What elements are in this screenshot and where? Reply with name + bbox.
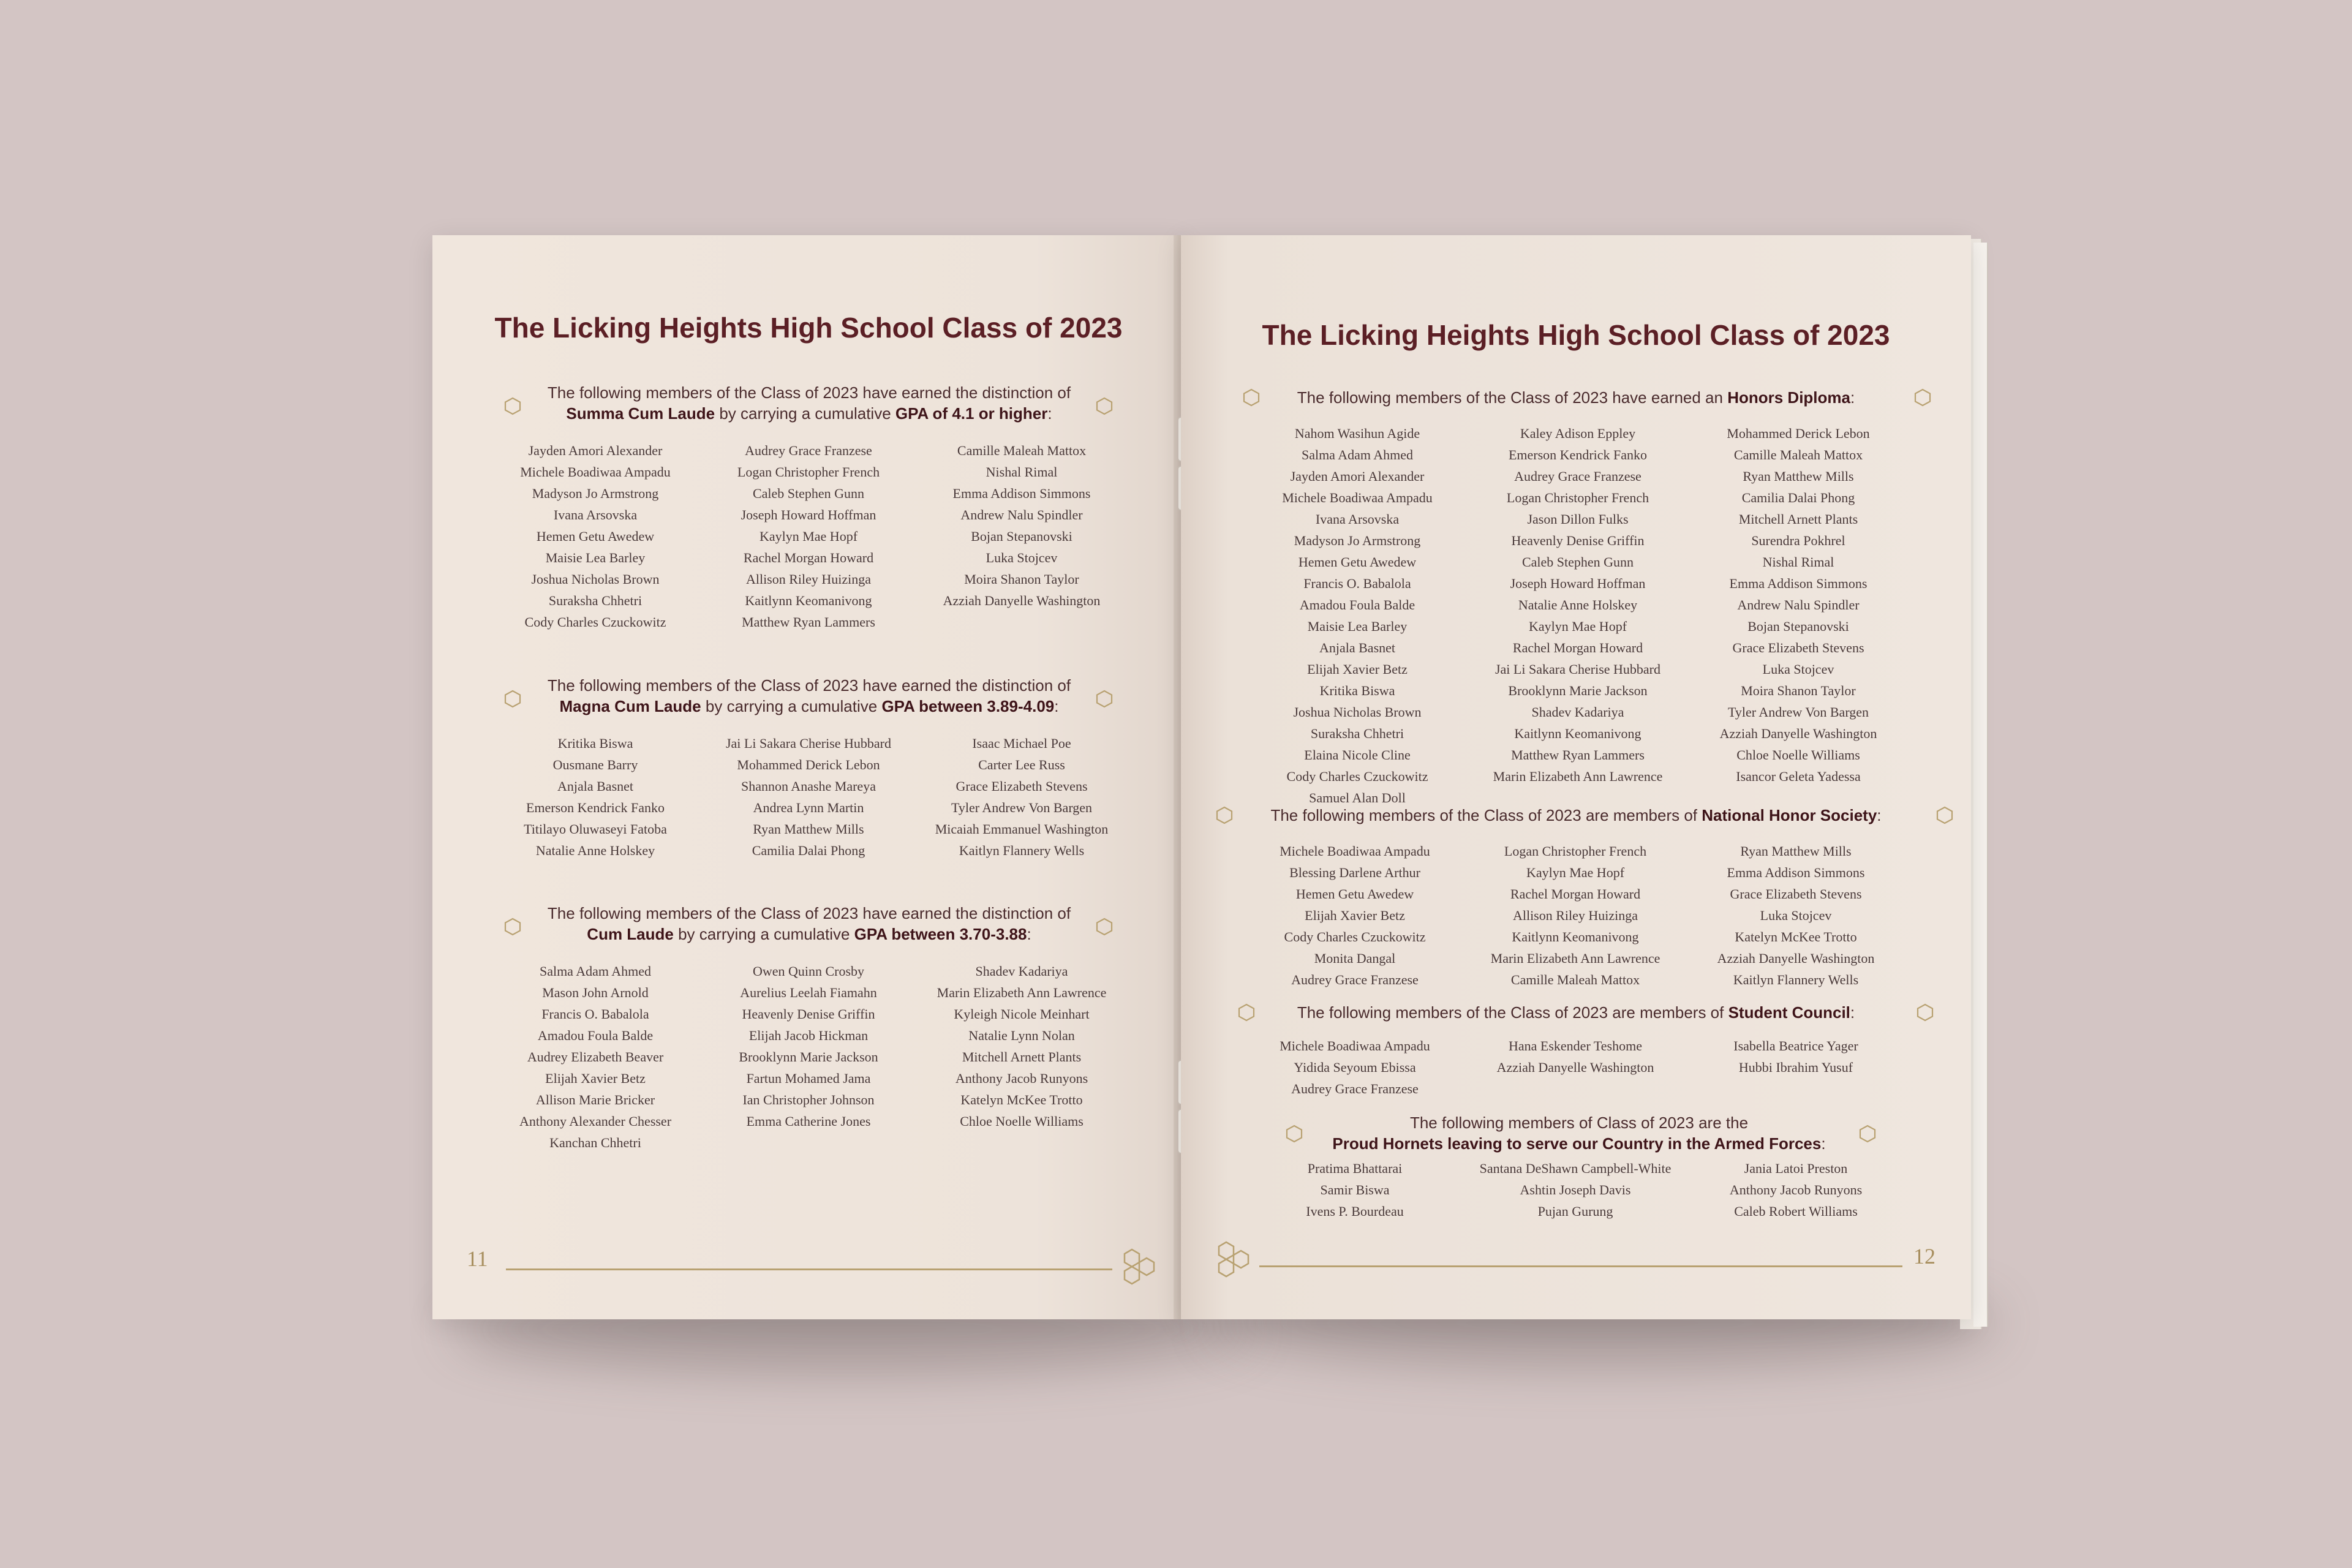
student-name: Hemen Getu Awedew bbox=[1298, 554, 1417, 570]
student-name: Kaitlyn Flannery Wells bbox=[959, 843, 1085, 858]
student-name: Hubbi Ibrahim Yusuf bbox=[1738, 1060, 1853, 1075]
hexagon-bullet-icon bbox=[1858, 1125, 1877, 1143]
distinction-label: Cum Laude bbox=[587, 925, 674, 943]
intro-text: The following members of Class of 2023 are the bbox=[1409, 1114, 1749, 1132]
student-name: Andrew Nalu Spindler bbox=[960, 507, 1083, 522]
student-name: Shannon Anashe Mareya bbox=[741, 778, 876, 794]
student-name: Camille Maleah Mattox bbox=[957, 443, 1087, 458]
student-name: Maisie Lea Barley bbox=[545, 550, 646, 565]
student-name: Camilia Dalai Phong bbox=[1741, 490, 1855, 505]
student-name: Brooklynn Marie Jackson bbox=[1508, 683, 1648, 698]
student-name: Katelyn McKee Trotto bbox=[960, 1092, 1083, 1107]
student-name: Micaiah Emmanuel Washington bbox=[935, 821, 1109, 837]
student-name: Cody Charles Czuckowitz bbox=[1284, 929, 1426, 944]
student-name: Anjala Basnet bbox=[1319, 640, 1396, 655]
student-name: Marin Elizabeth Ann Lawrence bbox=[1490, 951, 1660, 966]
student-name: Audrey Elizabeth Beaver bbox=[527, 1049, 664, 1065]
student-name: Anjala Basnet bbox=[557, 778, 634, 794]
student-name: Madyson Jo Armstrong bbox=[1294, 533, 1421, 548]
section-intro bbox=[1230, 1002, 1922, 1023]
student-name: Joseph Howard Hoffman bbox=[1510, 576, 1646, 591]
student-name: Michele Boadiwaa Ampadu bbox=[520, 464, 671, 480]
student-name: Natalie Anne Holskey bbox=[535, 843, 655, 858]
student-name: Isancor Geleta Yadessa bbox=[1736, 769, 1861, 784]
student-name: Nishal Rimal bbox=[986, 464, 1058, 480]
right-page bbox=[1181, 235, 1971, 1319]
intro-text: The following members of the Class of 2023 are members of bbox=[1297, 1003, 1728, 1022]
student-name: Andrew Nalu Spindler bbox=[1737, 597, 1860, 612]
student-name: Emma Addison Simmons bbox=[1729, 576, 1868, 591]
section-intro bbox=[1230, 387, 1922, 408]
student-name: Salma Adam Ahmed bbox=[539, 963, 652, 979]
name-column bbox=[489, 960, 702, 1153]
student-name: Azziah Danyelle Washington bbox=[943, 593, 1101, 608]
distinction-label: Proud Hornets leaving to serve our Country in the Armed Forces bbox=[1332, 1134, 1822, 1153]
hexagon-bullet-icon bbox=[1095, 918, 1114, 936]
student-name: Samuel Alan Doll bbox=[1309, 790, 1406, 805]
student-name: Camille Maleah Mattox bbox=[1510, 972, 1640, 987]
student-name: Natalie Lynn Nolan bbox=[968, 1028, 1075, 1043]
intro-text: : bbox=[1850, 388, 1855, 407]
student-name: Carter Lee Russ bbox=[978, 757, 1065, 772]
hexagon-bullet-icon bbox=[503, 397, 522, 415]
student-name: Anthony Alexander Chesser bbox=[519, 1114, 672, 1129]
student-name: Kaitlynn Keomanivong bbox=[1514, 726, 1642, 741]
section-intro bbox=[494, 903, 1125, 944]
gpa-requirement: GPA of 4.1 or higher bbox=[895, 404, 1048, 423]
student-name: Bojan Stepanovski bbox=[1747, 619, 1849, 634]
student-name: Allison Riley Huizinga bbox=[1512, 908, 1638, 923]
intro-text: The following members of the Class of 2023 have earned the distinction of bbox=[547, 383, 1071, 402]
student-name: Mohammed Derick Lebon bbox=[1727, 426, 1870, 441]
student-name: Blessing Darlene Arthur bbox=[1289, 865, 1420, 880]
name-column bbox=[1686, 1158, 1906, 1222]
name-column bbox=[1688, 423, 1909, 809]
student-name: Marin Elizabeth Ann Lawrence bbox=[937, 985, 1107, 1000]
student-name: Audrey Grace Franzese bbox=[1291, 972, 1419, 987]
student-name: Elijah Xavier Betz bbox=[545, 1071, 646, 1086]
intro-text: : bbox=[1047, 404, 1052, 423]
student-name: Audrey Grace Franzese bbox=[1291, 1081, 1419, 1096]
student-name: Kaitlyn Flannery Wells bbox=[1733, 972, 1859, 987]
student-name: Grace Elizabeth Stevens bbox=[1732, 640, 1864, 655]
student-name: Mitchell Arnett Plants bbox=[1738, 511, 1858, 527]
student-name: Moira Shanon Taylor bbox=[964, 571, 1079, 587]
student-name: Anthony Jacob Runyons bbox=[1729, 1182, 1863, 1197]
left-page bbox=[432, 235, 1185, 1319]
student-name: Cody Charles Czuckowitz bbox=[1286, 769, 1428, 784]
student-name: Michele Boadiwaa Ampadu bbox=[1280, 1038, 1430, 1054]
student-name: Jayden Amori Alexander bbox=[1290, 469, 1425, 484]
name-column bbox=[1465, 1158, 1686, 1222]
student-name: Ryan Matthew Mills bbox=[753, 821, 864, 837]
gpa-requirement: GPA between 3.89-4.09 bbox=[881, 697, 1055, 715]
student-name: Elaina Nicole Cline bbox=[1304, 747, 1411, 763]
student-name: Katelyn McKee Trotto bbox=[1735, 929, 1857, 944]
student-name: Luka Stojcev bbox=[1760, 908, 1832, 923]
student-name: Heavenly Denise Griffin bbox=[742, 1006, 875, 1022]
name-column bbox=[702, 960, 915, 1153]
student-name: Pujan Gurung bbox=[1537, 1204, 1613, 1219]
student-name: Monita Dangal bbox=[1314, 951, 1396, 966]
student-name: Bojan Stepanovski bbox=[971, 529, 1072, 544]
footer-rule bbox=[506, 1268, 1112, 1270]
student-name: Francis O. Babalola bbox=[541, 1006, 649, 1022]
student-name: Tyler Andrew Von Bargen bbox=[951, 800, 1093, 815]
name-column bbox=[702, 440, 915, 633]
hexagon-bullet-icon bbox=[1285, 1125, 1303, 1143]
name-column bbox=[1465, 840, 1686, 990]
name-list bbox=[489, 440, 1128, 633]
student-name: Rachel Morgan Howard bbox=[743, 550, 874, 565]
student-name: Grace Elizabeth Stevens bbox=[956, 778, 1088, 794]
student-name: Marin Elizabeth Ann Lawrence bbox=[1493, 769, 1663, 784]
student-name: Chloe Noelle Williams bbox=[960, 1114, 1084, 1129]
student-name: Caleb Stephen Gunn bbox=[1521, 554, 1634, 570]
footer-rule bbox=[1259, 1265, 1902, 1267]
student-name: Isabella Beatrice Yager bbox=[1733, 1038, 1858, 1054]
name-column bbox=[489, 733, 702, 861]
hexagon-bullet-icon bbox=[1095, 690, 1114, 708]
student-name: Caleb Stephen Gunn bbox=[752, 486, 865, 501]
student-name: Moira Shanon Taylor bbox=[1741, 683, 1856, 698]
student-name: Samir Biswa bbox=[1320, 1182, 1390, 1197]
student-name: Ivana Arsovska bbox=[553, 507, 638, 522]
student-name: Pratima Bhattarai bbox=[1307, 1161, 1403, 1176]
student-name: Matthew Ryan Lammers bbox=[1511, 747, 1645, 763]
name-column bbox=[1686, 840, 1906, 990]
student-name: Grace Elizabeth Stevens bbox=[1730, 886, 1862, 902]
student-name: Azziah Danyelle Washington bbox=[1496, 1060, 1654, 1075]
student-name: Kaylyn Mae Hopf bbox=[1528, 619, 1627, 634]
student-name: Kaitlynn Keomanivong bbox=[745, 593, 872, 608]
section-intro bbox=[1303, 1112, 1855, 1154]
student-name: Kritika Biswa bbox=[557, 736, 633, 751]
distinction-label: Student Council bbox=[1728, 1003, 1850, 1022]
hexagon-bullet-icon bbox=[503, 690, 522, 708]
gpa-requirement: GPA between 3.70-3.88 bbox=[854, 925, 1027, 943]
student-name: Camille Maleah Mattox bbox=[1733, 447, 1863, 462]
student-name: Isaac Michael Poe bbox=[972, 736, 1071, 751]
student-name: Jason Dillon Fulks bbox=[1527, 511, 1629, 527]
hexagon-bullet-icon bbox=[1237, 1003, 1256, 1022]
student-name: Jania Latoi Preston bbox=[1744, 1161, 1848, 1176]
name-list bbox=[489, 960, 1128, 1153]
student-name: Shadev Kadariya bbox=[1531, 704, 1624, 720]
student-name: Chloe Noelle Williams bbox=[1736, 747, 1860, 763]
student-name: Brooklynn Marie Jackson bbox=[739, 1049, 878, 1065]
student-name: Joseph Howard Hoffman bbox=[741, 507, 876, 522]
student-name: Emma Catherine Jones bbox=[746, 1114, 871, 1129]
student-name: Tyler Andrew Von Bargen bbox=[1727, 704, 1869, 720]
intro-text: : bbox=[1877, 806, 1882, 824]
student-name: Emma Addison Simmons bbox=[952, 486, 1091, 501]
student-name: Maisie Lea Barley bbox=[1307, 619, 1408, 634]
student-name: Titilayo Oluwaseyi Fatoba bbox=[524, 821, 667, 837]
student-name: Audrey Grace Franzese bbox=[745, 443, 872, 458]
student-name: Camilia Dalai Phong bbox=[752, 843, 865, 858]
student-name: Rachel Morgan Howard bbox=[1510, 886, 1641, 902]
name-column bbox=[915, 960, 1128, 1153]
page-stack-edge bbox=[1973, 243, 1988, 1327]
student-name: Suraksha Chhetri bbox=[1310, 726, 1404, 741]
section-intro bbox=[494, 675, 1125, 717]
student-name: Owen Quinn Crosby bbox=[752, 963, 865, 979]
student-name: Santana DeShawn Campbell-White bbox=[1479, 1161, 1672, 1176]
intro-text: The following members of the Class of 2023 have earned the distinction of bbox=[547, 904, 1071, 922]
student-name: Natalie Anne Holskey bbox=[1518, 597, 1638, 612]
student-name: Kaylyn Mae Hopf bbox=[1526, 865, 1625, 880]
student-name: Suraksha Chhetri bbox=[548, 593, 643, 608]
student-name: Salma Adam Ahmed bbox=[1301, 447, 1414, 462]
intro-text: The following members of the Class of 2023 have earned the distinction of bbox=[547, 676, 1071, 695]
student-name: Mitchell Arnett Plants bbox=[962, 1049, 1082, 1065]
student-name: Rachel Morgan Howard bbox=[1512, 640, 1643, 655]
student-name: Ivens P. Bourdeau bbox=[1306, 1204, 1404, 1219]
student-name: Luka Stojcev bbox=[1762, 662, 1834, 677]
intro-text: : bbox=[1027, 925, 1031, 943]
student-name: Hemen Getu Awedew bbox=[1295, 886, 1414, 902]
name-list bbox=[1245, 1158, 1906, 1222]
name-list bbox=[1245, 1035, 1906, 1099]
distinction-label: Honors Diploma bbox=[1727, 388, 1850, 407]
student-name: Kaley Adison Eppley bbox=[1520, 426, 1636, 441]
hexagon-bullet-icon bbox=[1913, 388, 1932, 407]
name-column bbox=[1465, 1035, 1686, 1099]
student-name: Emerson Kendrick Fanko bbox=[1508, 447, 1648, 462]
student-name: Madyson Jo Armstrong bbox=[532, 486, 659, 501]
student-name: Michele Boadiwaa Ampadu bbox=[1282, 490, 1433, 505]
name-column bbox=[1247, 423, 1468, 809]
student-name: Hana Eskender Teshome bbox=[1509, 1038, 1642, 1054]
intro-text: The following members of the Class of 2023 have earned an bbox=[1297, 388, 1728, 407]
hexagon-bullet-icon bbox=[1215, 806, 1234, 824]
student-name: Francis O. Babalola bbox=[1303, 576, 1411, 591]
student-name: Mason John Arnold bbox=[542, 985, 649, 1000]
student-name: Shadev Kadariya bbox=[975, 963, 1068, 979]
student-name: Andrea Lynn Martin bbox=[753, 800, 864, 815]
name-column bbox=[1245, 1158, 1465, 1222]
student-name: Elijah Xavier Betz bbox=[1305, 908, 1405, 923]
name-column bbox=[1245, 840, 1465, 990]
student-name: Logan Christopher French bbox=[737, 464, 880, 480]
section-intro bbox=[1230, 805, 1922, 826]
intro-text: : bbox=[1850, 1003, 1855, 1022]
student-name: Jayden Amori Alexander bbox=[528, 443, 663, 458]
distinction-label: National Honor Society bbox=[1702, 806, 1877, 824]
student-name: Jai Li Sakara Cherise Hubbard bbox=[725, 736, 892, 751]
name-column bbox=[915, 440, 1128, 633]
student-name: Allison Riley Huizinga bbox=[745, 571, 872, 587]
name-column bbox=[915, 733, 1128, 861]
page-number: 11 bbox=[467, 1246, 488, 1271]
student-name: Ousmane Barry bbox=[552, 757, 638, 772]
student-name: Aurelius Leelah Fiamahn bbox=[740, 985, 877, 1000]
student-name: Kritika Biswa bbox=[1319, 683, 1395, 698]
name-list bbox=[1247, 423, 1909, 809]
student-name: Yidida Seyoum Ebissa bbox=[1294, 1060, 1416, 1075]
student-name: Caleb Robert Williams bbox=[1734, 1204, 1858, 1219]
name-column bbox=[1245, 1035, 1465, 1099]
student-name: Anthony Jacob Runyons bbox=[955, 1071, 1088, 1086]
student-name: Amadou Foula Balde bbox=[537, 1028, 654, 1043]
hexagon-bullet-icon bbox=[503, 918, 522, 936]
intro-text: : bbox=[1821, 1134, 1826, 1153]
student-name: Heavenly Denise Griffin bbox=[1511, 533, 1645, 548]
student-name: Elijah Xavier Betz bbox=[1307, 662, 1408, 677]
page-number: 12 bbox=[1913, 1244, 1936, 1268]
hexagon-bullet-icon bbox=[1936, 806, 1954, 824]
student-name: Amadou Foula Balde bbox=[1299, 597, 1415, 612]
student-name: Azziah Danyelle Washington bbox=[1717, 951, 1875, 966]
hexagon-bullet-icon bbox=[1095, 397, 1114, 415]
honeycomb-icon bbox=[1214, 1240, 1253, 1279]
student-name: Matthew Ryan Lammers bbox=[742, 614, 875, 630]
name-column bbox=[702, 733, 915, 861]
student-name: Joshua Nicholas Brown bbox=[531, 571, 660, 587]
student-name: Ashtin Joseph Davis bbox=[1520, 1182, 1631, 1197]
hexagon-bullet-icon bbox=[1916, 1003, 1934, 1022]
distinction-label: Summa Cum Laude bbox=[566, 404, 715, 423]
intro-text: The following members of the Class of 2023 are members of bbox=[1270, 806, 1702, 824]
student-name: Emma Addison Simmons bbox=[1727, 865, 1865, 880]
student-name: Ian Christopher Johnson bbox=[742, 1092, 875, 1107]
name-list bbox=[489, 733, 1128, 861]
student-name: Audrey Grace Franzese bbox=[1514, 469, 1642, 484]
student-name: Jai Li Sakara Cherise Hubbard bbox=[1494, 662, 1661, 677]
intro-text: by carrying a cumulative bbox=[701, 697, 882, 715]
student-name: Mohammed Derick Lebon bbox=[737, 757, 880, 772]
student-name: Kyleigh Nicole Meinhart bbox=[954, 1006, 1090, 1022]
student-name: Hemen Getu Awedew bbox=[536, 529, 655, 544]
student-name: Ryan Matthew Mills bbox=[1743, 469, 1854, 484]
student-name: Kaylyn Mae Hopf bbox=[759, 529, 858, 544]
student-name: Surendra Pokhrel bbox=[1751, 533, 1845, 548]
student-name: Azziah Danyelle Washington bbox=[1719, 726, 1877, 741]
student-name: Allison Marie Bricker bbox=[535, 1092, 655, 1107]
student-name: Cody Charles Czuckowitz bbox=[524, 614, 666, 630]
name-column bbox=[1686, 1035, 1906, 1099]
student-name: Nahom Wasihun Agide bbox=[1294, 426, 1420, 441]
student-name: Joshua Nicholas Brown bbox=[1293, 704, 1422, 720]
student-name: Fartun Mohamed Jama bbox=[746, 1071, 871, 1086]
intro-text: by carrying a cumulative bbox=[673, 925, 854, 943]
intro-text: by carrying a cumulative bbox=[715, 404, 895, 423]
name-column bbox=[489, 440, 702, 633]
page-title: The Licking Heights High School Class of 2023 bbox=[1262, 319, 1890, 351]
honeycomb-icon bbox=[1120, 1247, 1159, 1286]
page-title: The Licking Heights High School Class of 2023 bbox=[494, 312, 1123, 344]
student-name: Luka Stojcev bbox=[986, 550, 1058, 565]
student-name: Elijah Jacob Hickman bbox=[748, 1028, 869, 1043]
student-name: Logan Christopher French bbox=[1504, 843, 1647, 859]
student-name: Kaitlynn Keomanivong bbox=[1512, 929, 1639, 944]
section-intro bbox=[494, 382, 1125, 424]
student-name: Kanchan Chhetri bbox=[549, 1135, 641, 1150]
student-name: Nishal Rimal bbox=[1762, 554, 1834, 570]
intro-text: : bbox=[1054, 697, 1059, 715]
student-name: Michele Boadiwaa Ampadu bbox=[1280, 843, 1430, 859]
student-name: Emerson Kendrick Fanko bbox=[526, 800, 665, 815]
name-list bbox=[1245, 840, 1906, 990]
student-name: Logan Christopher French bbox=[1506, 490, 1649, 505]
student-name: Ryan Matthew Mills bbox=[1740, 843, 1852, 859]
student-name: Ivana Arsovska bbox=[1315, 511, 1400, 527]
distinction-label: Magna Cum Laude bbox=[559, 697, 701, 715]
name-column bbox=[1468, 423, 1688, 809]
hexagon-bullet-icon bbox=[1242, 388, 1261, 407]
